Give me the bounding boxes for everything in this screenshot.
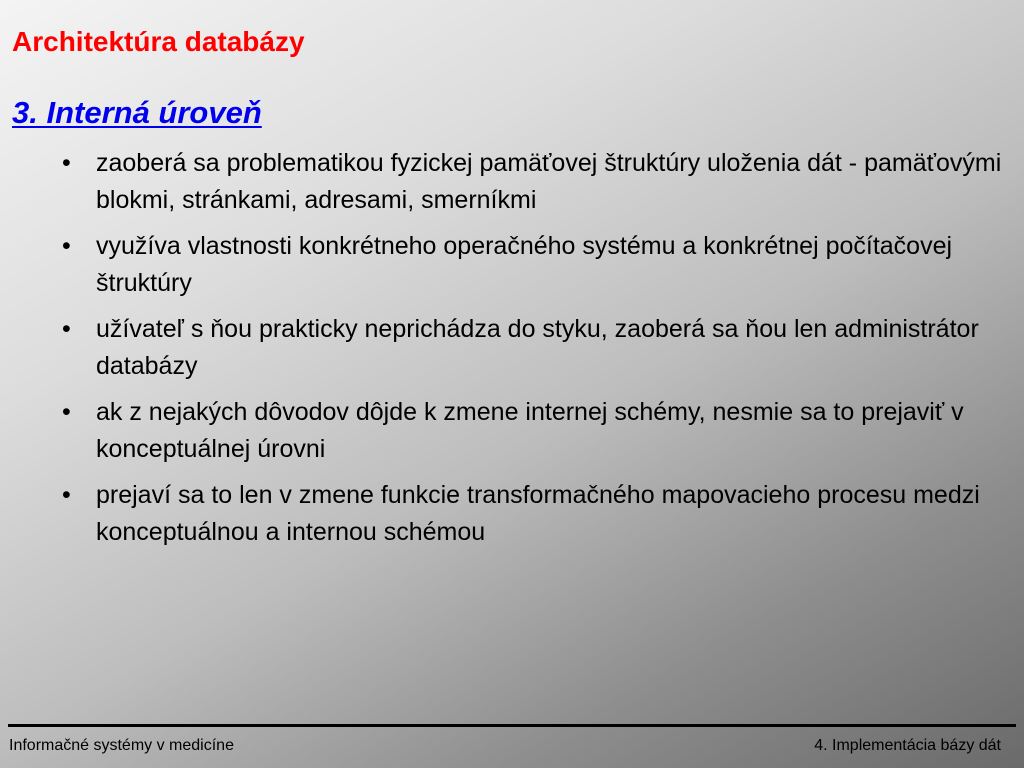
bullet-item — [62, 477, 1017, 551]
footer-course-title: Informačné systémy v medicíne — [9, 737, 234, 754]
bullet-item — [62, 394, 1017, 468]
bullet-text: užívateľ s ňou prakticky neprichádza do styku, zaoberá sa ňou len administrátor databázy — [96, 315, 979, 380]
bullet-item — [62, 145, 1017, 219]
bullet-marker: • — [62, 149, 71, 177]
bullet-list — [62, 145, 1017, 560]
bullet-item — [62, 228, 1017, 302]
section-heading: 3. Interná úroveň — [12, 95, 262, 130]
bullet-marker: • — [62, 481, 71, 509]
bullet-text: ak z nejakých dôvodov dôjde k zmene internej schémy, nesmie sa to prejaviť v konceptuálnej úrovni — [96, 398, 964, 463]
bullet-marker: • — [62, 232, 71, 260]
bullet-text: prejaví sa to len v zmene funkcie transformačného mapovacieho procesu medzi konceptuálnou a internou schémou — [96, 481, 980, 546]
bullet-item — [62, 311, 1017, 385]
bullet-marker: • — [62, 398, 71, 426]
bullet-text: využíva vlastnosti konkrétneho operačného systému a konkrétnej počítačovej štruktúry — [96, 232, 953, 297]
footer-divider — [8, 724, 1016, 727]
bullet-text: zaoberá sa problematikou fyzickej pamäťovej štruktúry uloženia dát - pamäťovými blokmi, stránkami, adresami, smerníkmi — [96, 149, 1002, 214]
slide-title: Architektúra databázy — [12, 26, 305, 57]
footer-lecture-title: 4. Implementácia bázy dát — [814, 737, 1001, 754]
bullet-marker: • — [62, 315, 71, 343]
